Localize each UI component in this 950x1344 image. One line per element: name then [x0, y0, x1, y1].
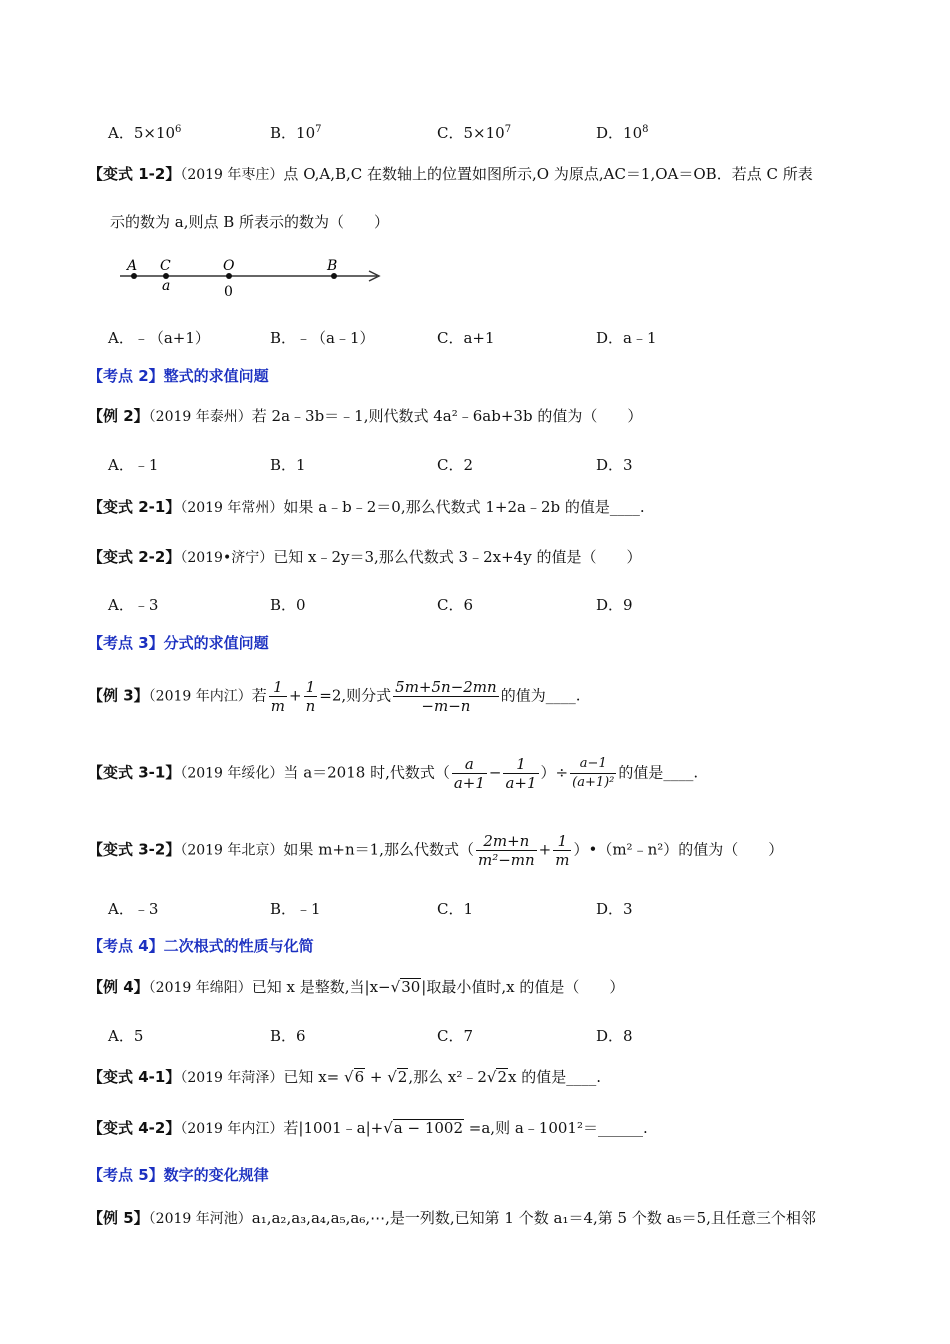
question-text: 已知 x 是整数,当|x−	[251, 978, 391, 996]
question-text: 如果 a﹣b﹣2＝0,那么代数式 1+2a﹣2b 的值是____.	[283, 498, 645, 516]
question-source: （2019 年绵阳）	[148, 980, 252, 996]
question-text-cont: 示的数为 a,则点 B 所表示的数为（ ）	[110, 213, 390, 231]
minus-sign: −	[488, 763, 502, 782]
question-tag: 【例 5】	[88, 1209, 149, 1227]
option-a: A．﹣（a+1）	[108, 329, 210, 347]
sqrt-sign-icon: √	[486, 1068, 497, 1086]
question-variant-1-2	[88, 163, 813, 184]
option-d: D．a﹣1	[596, 329, 657, 347]
question-text: 如果 m+n＝1,那么代数式（	[283, 840, 474, 859]
option-b: B．$10^7$	[270, 124, 322, 142]
fraction-1-over-m: $\frac{1}{m}$	[270, 678, 286, 715]
question-text-end: x 的值是____.	[508, 1068, 601, 1086]
option-a: A．﹣3	[108, 596, 159, 614]
option-a: A．$5\times 10^6$	[108, 124, 182, 142]
fraction-1-over-n: $\frac{1}{n}$	[305, 678, 316, 715]
question-tag: 【变式 3-2】	[88, 840, 181, 859]
question-source: （2019 年常州）	[180, 500, 284, 516]
option-d: D．3	[596, 900, 633, 918]
question-source: （2019 年北京）	[180, 842, 284, 859]
label-c: C	[160, 258, 171, 274]
question-text-mid: ,那么 x²﹣2	[408, 1068, 487, 1086]
radicand: 2	[497, 1068, 507, 1086]
question-variant-2-1	[88, 496, 645, 517]
option-c: C．7	[437, 1027, 474, 1045]
option-d: D．3	[596, 456, 633, 474]
radicand: 2	[397, 1068, 408, 1086]
radicand: 6	[354, 1068, 365, 1086]
question-text: 若 2a﹣3b＝﹣1,则代数式 4a²﹣6ab+3b 的值为（ ）	[251, 407, 643, 425]
option-d: D．$10^8$	[596, 124, 649, 142]
option-b: B．1	[270, 456, 306, 474]
question-variant-3-2	[88, 832, 783, 869]
option-c: C．6	[437, 596, 474, 614]
question-text-end: 的值是____.	[618, 763, 699, 782]
question-source: （2019 年河池）	[148, 1211, 252, 1227]
question-source: （2019•济宁）	[180, 550, 274, 566]
question-text-end: |取最小值时,x 的值是（ ）	[421, 978, 625, 996]
question-tag: 【例 4】	[88, 978, 149, 996]
question-tag: 【变式 3-1】	[88, 763, 181, 782]
sqrt-sign-icon: √	[344, 1068, 354, 1086]
question-text: 若|1001﹣a|+	[283, 1119, 384, 1137]
plus-sign: +	[365, 1068, 388, 1086]
option-b: B．﹣1	[270, 900, 321, 918]
fraction-expression: $\frac{5m+5n-2mn}{-m-n}$	[395, 678, 497, 715]
option-b: B．6	[270, 1027, 306, 1045]
sqrt-sign-icon: √	[387, 1068, 397, 1086]
section-heading-4: 【考点 4】二次根式的性质与化简	[88, 937, 314, 955]
number-line-figure	[115, 252, 395, 300]
question-text: a₁,a₂,a₃,a₄,a₅,a₆,⋯,是一列数,已知第 1 个数 a₁＝4,第 5 个数 a₅＝5,且任意三个相邻	[251, 1209, 816, 1227]
question-tag: 【变式 4-2】	[88, 1119, 181, 1137]
question-variant-4-1	[88, 1066, 601, 1087]
question-text-mid: =2,则分式	[319, 686, 392, 705]
question-variant-3-1	[88, 755, 698, 792]
fraction-a-over-a-plus-1: $\frac{a}{a+1}$	[453, 755, 485, 792]
question-source: （2019 年绥化）	[180, 765, 284, 782]
question-variant-4-2	[88, 1117, 648, 1138]
option-a: A．5	[108, 1027, 144, 1045]
radicand: 30	[401, 978, 421, 996]
question-text: 当 a＝2018 时,代数式（	[283, 763, 450, 782]
question-example-2	[88, 405, 642, 426]
label-zero: 0	[224, 284, 233, 300]
question-text-end: =a,则 a﹣1001²＝______.	[464, 1119, 648, 1137]
fraction-expression-1: $\frac{2m+n}{\text{m²−mn}}$	[477, 832, 535, 869]
question-source: （2019 年枣庄）	[180, 167, 284, 183]
option-d: D．9	[596, 596, 633, 614]
label-b: B	[327, 258, 338, 274]
option-a: A．﹣1	[108, 456, 159, 474]
option-c: C．$5\times 10^7$	[437, 124, 512, 142]
question-tag: 【变式 4-1】	[88, 1068, 181, 1086]
question-example-5	[88, 1207, 816, 1228]
divide-sign: ）÷	[540, 763, 569, 782]
option-c: C．a+1	[437, 329, 495, 347]
fraction-divisor: $\frac{a-1}{\text{(a+1)²}}$	[572, 756, 615, 790]
fraction-1-over-m: $\frac{1}{m}$	[555, 832, 570, 869]
plus-sign: +	[289, 686, 302, 705]
question-text: 已知 x﹣2y＝3,那么代数式 3﹣2x+4y 的值是（ ）	[273, 548, 642, 566]
option-a: A．﹣3	[108, 900, 159, 918]
option-d: D．8	[596, 1027, 633, 1045]
question-text: 已知 x=	[283, 1068, 344, 1086]
question-tag: 【变式 2-1】	[88, 498, 181, 516]
question-text: 若	[251, 686, 267, 705]
section-heading-5: 【考点 5】数字的变化规律	[88, 1166, 269, 1184]
option-c: C．2	[437, 456, 474, 474]
section-heading-3: 【考点 3】分式的求值问题	[88, 634, 269, 652]
radicand: a − 1002	[393, 1119, 464, 1137]
question-source: （2019 年泰州）	[148, 409, 252, 425]
question-text-end: ）•（m²﹣n²）的值为（ ）	[573, 840, 784, 859]
question-text: 点 O,A,B,C 在数轴上的位置如图所示,O 为原点,AC＝1,OA＝OB．若点 C 所表	[283, 165, 813, 183]
question-example-3	[88, 678, 580, 715]
question-tag: 【例 3】	[88, 686, 149, 705]
question-example-4	[88, 976, 624, 997]
question-tag: 【变式 2-2】	[88, 548, 181, 566]
label-a-value: a	[162, 278, 171, 294]
question-text-end: 的值为____.	[500, 686, 581, 705]
question-source: （2019 年内江）	[180, 1121, 284, 1137]
sqrt-sign-icon: √	[383, 1119, 393, 1137]
label-o: O	[223, 258, 235, 274]
question-variant-2-2	[88, 546, 641, 567]
fraction-1-over-a-plus-1: $\frac{1}{a+1}$	[505, 755, 537, 792]
plus-sign: +	[538, 840, 552, 859]
question-tag: 【变式 1-2】	[88, 165, 181, 183]
option-b: B．0	[270, 596, 306, 614]
question-source: （2019 年菏泽）	[180, 1070, 284, 1086]
option-b: B．﹣（a﹣1）	[270, 329, 375, 347]
section-heading-2: 【考点 2】整式的求值问题	[88, 367, 269, 385]
question-tag: 【例 2】	[88, 407, 149, 425]
option-c: C．1	[437, 900, 474, 918]
question-source: （2019 年内江）	[148, 688, 252, 705]
sqrt-sign-icon: √	[390, 978, 401, 996]
label-a: A	[127, 258, 138, 274]
